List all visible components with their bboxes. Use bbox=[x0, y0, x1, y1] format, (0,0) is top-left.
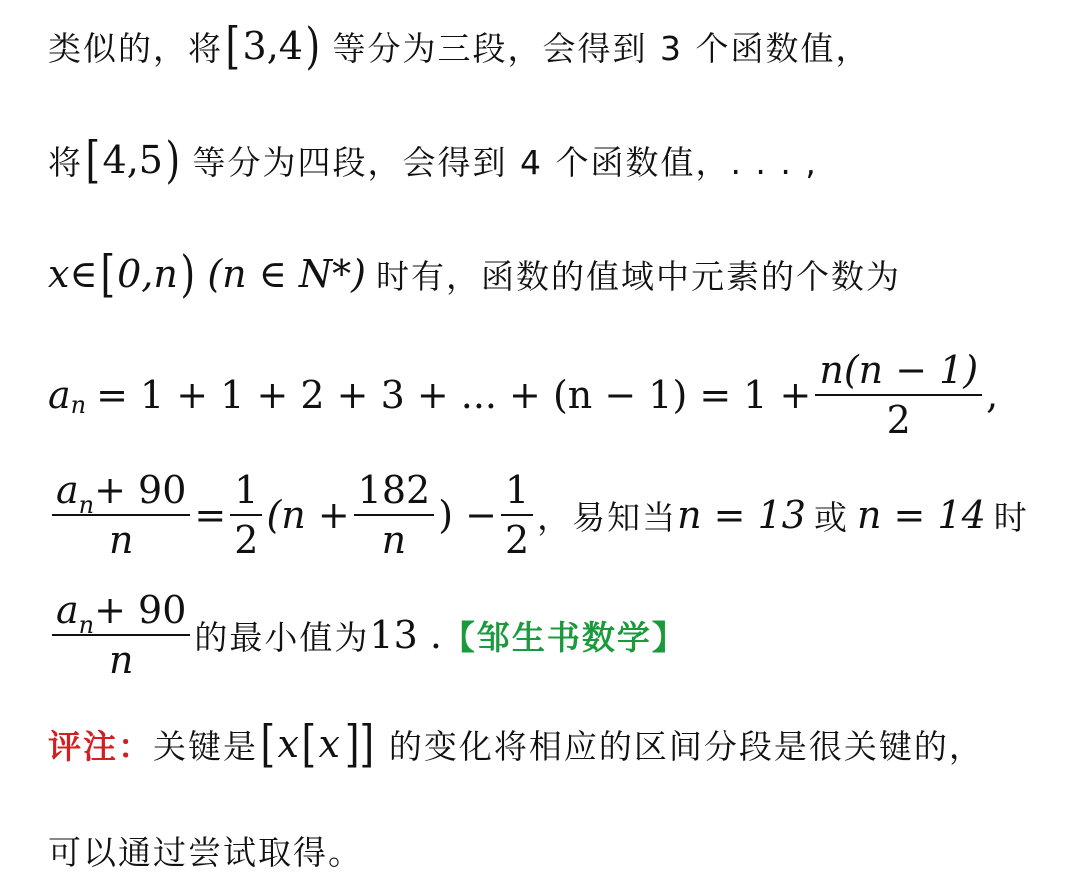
line-7: 评注： 关键是 [ x [ x ]] 的变化将相应的区间分段是很关键的， bbox=[48, 715, 984, 773]
interval: 0,n bbox=[117, 252, 178, 296]
brand-tag: 【邹生书数学】 bbox=[441, 617, 687, 657]
text: 时有，函数的值域中元素的个数为 bbox=[376, 256, 902, 296]
comment-label: 评注： bbox=[48, 726, 153, 766]
plus-90: + 90 bbox=[94, 468, 187, 512]
fraction-182-n: $\frac{182}{n}$ bbox=[354, 468, 435, 562]
text: 关键是 bbox=[153, 726, 258, 766]
comma: , bbox=[986, 373, 999, 417]
text-or: 或 bbox=[813, 497, 849, 537]
condition-n13: n = 13 bbox=[677, 493, 806, 537]
bracket-open: [ bbox=[100, 245, 115, 303]
text: 的最小值为 bbox=[194, 617, 370, 657]
line-2 bbox=[48, 132, 818, 188]
denominator-n: n bbox=[108, 518, 134, 562]
subscript-n: n bbox=[78, 611, 95, 639]
fraction-half: $\frac{1}{2}$ bbox=[501, 468, 533, 562]
line-4 bbox=[48, 340, 998, 450]
condition: (n ∈ N*) bbox=[207, 252, 367, 296]
fraction-denominator: 2 bbox=[886, 398, 911, 442]
bracket-open: [ bbox=[85, 131, 101, 189]
line-5 bbox=[48, 460, 1029, 570]
bracket-open: [ bbox=[225, 17, 241, 75]
interval: 4,5 bbox=[102, 138, 163, 182]
element-of: ∈ bbox=[69, 252, 98, 296]
var-x: x bbox=[318, 722, 340, 766]
fraction bbox=[815, 348, 982, 442]
paren-n-plus: (n + bbox=[266, 493, 350, 537]
text: 可以通过尝试取得。 bbox=[48, 832, 363, 872]
paren-close: ) bbox=[165, 131, 181, 189]
var-a: a bbox=[56, 468, 79, 512]
line-1 bbox=[48, 18, 870, 74]
equals: = bbox=[194, 493, 227, 537]
fraction-an90 bbox=[52, 468, 190, 562]
fraction-an90 bbox=[52, 588, 190, 682]
var-x: x bbox=[277, 722, 299, 766]
text: ，易知当 bbox=[537, 497, 678, 537]
fraction-numerator: n(n − 1) bbox=[819, 348, 979, 392]
line-3 bbox=[48, 246, 901, 302]
text: 时 bbox=[993, 497, 1029, 537]
paren-close: ) bbox=[305, 17, 321, 75]
line-8 bbox=[48, 822, 363, 878]
interval: 3,4 bbox=[242, 24, 303, 68]
subscript-n: n bbox=[70, 391, 87, 419]
text: 的变化将相应的区间分段是很关键的， bbox=[388, 726, 984, 766]
sum-expression: = 1 + 1 + 2 + 3 + ... + (n − 1) = 1 + bbox=[96, 373, 812, 417]
plus-90: + 90 bbox=[94, 588, 187, 632]
subscript-n: n bbox=[78, 491, 95, 519]
var-a: a bbox=[56, 588, 79, 632]
var-a: a bbox=[48, 373, 71, 417]
var-x: x bbox=[48, 252, 70, 296]
denominator-n: n bbox=[108, 638, 134, 682]
text: 等分为四段，会得到 4 个函数值，. . . , bbox=[192, 142, 818, 182]
line-6 bbox=[48, 580, 687, 690]
text: 将 bbox=[48, 142, 83, 182]
min-value: 13 . bbox=[369, 613, 442, 657]
condition-n14: n = 14 bbox=[856, 493, 986, 537]
fraction-half: $\frac{1}{2}$ bbox=[230, 468, 262, 562]
paren-close-minus: ) − bbox=[438, 493, 497, 537]
text: 类似的，将 bbox=[48, 28, 223, 68]
text: 等分为三段，会得到 3 个函数值， bbox=[332, 28, 871, 68]
paren-close: ) bbox=[180, 245, 195, 303]
